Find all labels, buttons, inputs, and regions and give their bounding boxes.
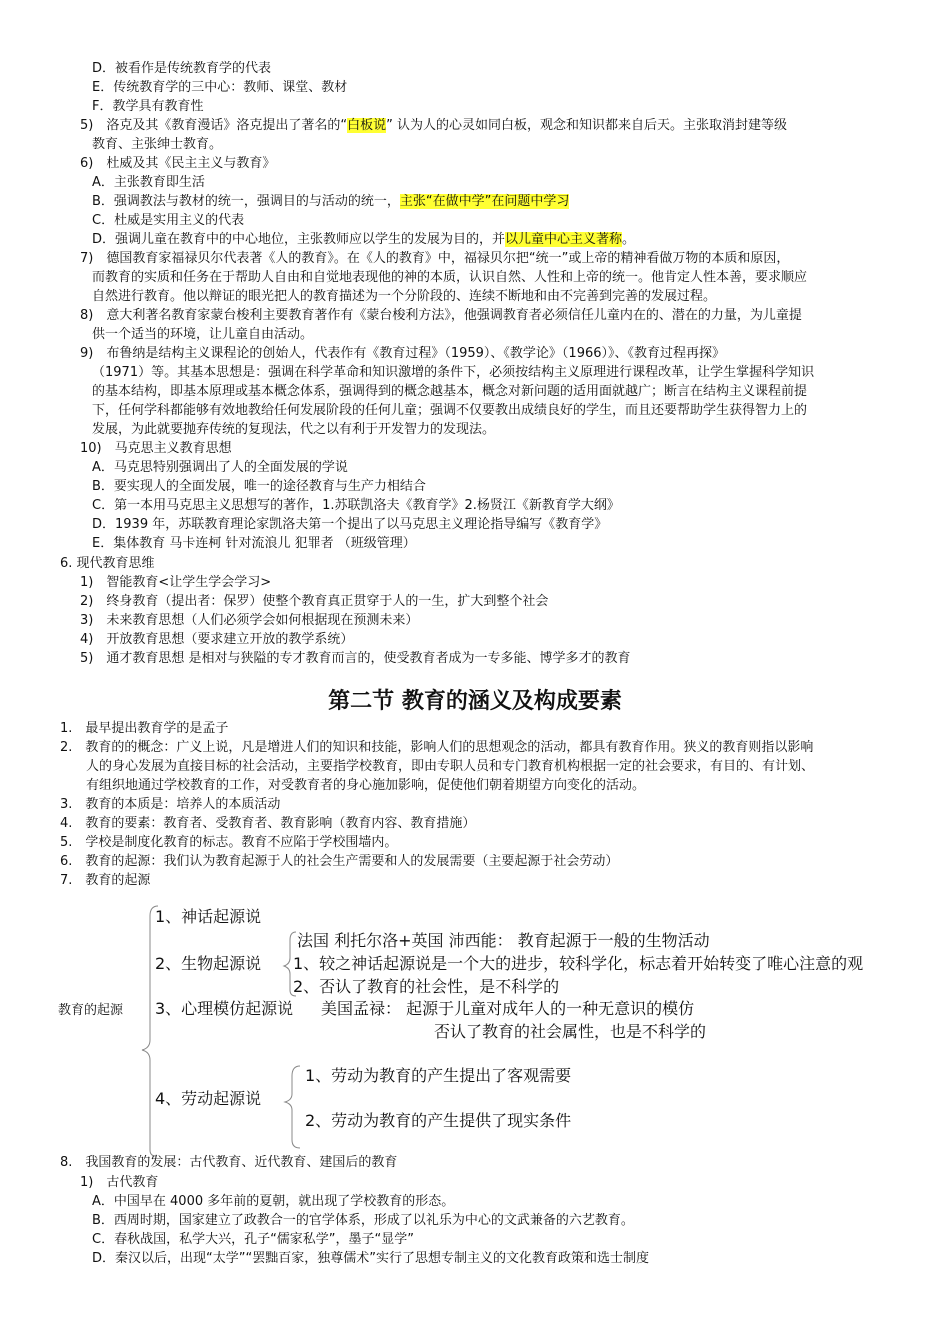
text-line: 9) 布鲁纳是结构主义课程论的创始人，代表作有《教育过程》（1959）、《教学论》（1966）》、《教育过程再探》 (80, 346, 726, 361)
text-line: 3) 未来教育思想（人们必须学会如何根据现在预测未来） (80, 613, 419, 628)
diagram-node: 1、较之神话起源说是一个大的进步，较科学化，标志着开始转变了唯心注意的观 (293, 954, 864, 973)
text-line: 5) 通才教育思想 是相对与狭隘的专才教育而言的，使受教育者成为一专多能、博学多才的教育 (80, 651, 631, 666)
text-line: E．集体教育 马卡连柯 针对流浪儿 犯罪者 （班级管理） (92, 536, 416, 551)
text-line: B．强调教法与教材的统一，强调目的与活动的统一，主张“在做中学”在问题中学习 (92, 194, 570, 209)
text-line: 10) 马克思主义教育思想 (80, 441, 232, 456)
diagram-node: 3、心理模仿起源说 (155, 999, 294, 1018)
text-line: （1971）等。其基本思想是：强调在科学革命和知识激增的条件下，必须按结构主义原理进行课程改革，让学生掌握科学知识 (92, 365, 815, 380)
text-line: A．中国早在 4000 多年前的夏朝，就出现了学校教育的形态。 (92, 1194, 455, 1209)
diagram-node: 4、劳动起源说 (155, 1089, 262, 1108)
text-line: D．秦汉以后，出现“太学”“罢黜百家，独尊儒术”实行了思想专制主义的文化教育政策和选士制度 (92, 1251, 649, 1266)
diagram-root-label: 教育的起源 (58, 1003, 124, 1018)
text-line: 1) 古代教育 (80, 1175, 159, 1190)
text-line: 4) 开放教育思想（要求建立开放的教学系统） (80, 632, 354, 647)
text-line: 6. 教育的起源：我们认为教育起源于人的社会生产需要和人的发展需要（主要起源于社会劳动） (60, 854, 619, 869)
text-line: C．春秋战国，私学大兴，孔子“儒家私学”，墨子“显学” (92, 1232, 415, 1247)
text-line: F．教学具有教育性 (92, 99, 204, 114)
text-line: 5. 学校是制度化教育的标志。教育不应陷于学校围墙内。 (60, 835, 398, 850)
text-line: 而教育的实质和任务在于帮助人自由和自觉地表现他的神的本质，认识自然、人性和上帝的统一。他肯定人性本善，要求顺应 (92, 270, 808, 285)
text-line: 7) 德国教育家福禄贝尔代表著《人的教育》。在《人的教育》中，福禄贝尔把“统一”或上帝的精神看做万物的本质和原因， (80, 251, 790, 266)
text-line: C．第一本用马克思主义思想写的著作，1.苏联凯洛夫《教育学》2.杨贤江《新教育学大纲》 (92, 498, 620, 513)
text-line: 6) 杜威及其《民主主义与教育》 (80, 156, 276, 171)
diagram-node: 1、神话起源说 (155, 907, 262, 926)
text-line: 有组织地通过学校教育的工作，对受教育者的身心施加影响，促使他们朝着期望方向变化的活动。 (86, 778, 646, 793)
diagram-node: 否认了教育的社会属性，也是不科学的 (434, 1022, 707, 1041)
text-line: 1. 最早提出教育学的是孟子 (60, 721, 229, 736)
diagram-node: 2、生物起源说 (155, 954, 262, 973)
text-line: 1) 智能教育<让学生学会学习> (80, 575, 272, 590)
text-line: 下，任何学科都能够有效地教给任何发展阶段的任何儿童；强调不仅要教出成绩良好的学生，而且还要帮助学生获得智力上的 (92, 403, 808, 418)
text-line: 供一个适当的环境，让儿童自由活动。 (92, 327, 314, 342)
text-line: D．强调儿童在教育中的中心地位，主张教师应以学生的发展为目的，并以儿童中心主义著称。 (92, 232, 636, 247)
text-line: B．要实现人的全面发展，唯一的途径教育与生产力相结合 (92, 479, 426, 494)
text-line: D．1939 年，苏联教育理论家凯洛夫第一个提出了以马克思主义理论指导编写《教育学》 (92, 517, 608, 532)
text-line: 的基本结构，即基本原理或基本概念体系，强调得到的概念越基本，概念对新问题的适用面就越广；断言在结构主义课程前提 (92, 384, 808, 399)
text-line: 5) 洛克及其《教育漫话》洛克提出了著名的“白板说” 认为人的心灵如同白板，观念和知识都来自后天。主张取消封建等级 (80, 118, 787, 133)
diagram-node: 1、劳动为教育的产生提出了客观需要 (305, 1066, 572, 1085)
diagram-node: 2、劳动为教育的产生提供了现实条件 (305, 1111, 572, 1130)
diagram-node: 2、否认了教育的社会性，是不科学的 (293, 977, 560, 996)
text-line: D．被看作是传统教育学的代表 (92, 61, 272, 76)
text-line: 6. 现代教育思维 (60, 556, 155, 571)
text-line: 8) 意大利著名教育家蒙台梭利主要教育著作有《蒙台梭利方法》，他强调教育者必须信任儿童内在的、潜在的力量，为儿童提 (80, 308, 802, 323)
text-line: 4. 教育的要素：教育者、受教育者、教育影响（教育内容、教育措施） (60, 816, 476, 831)
diagram-node: 法国 利托尔洛+英国 沛西能： 教育起源于一般的生物活动 (297, 931, 710, 950)
text-line: E．传统教育学的三中心：教师、课堂、教材 (92, 80, 348, 95)
highlighted-text: 主张“在做中学”在问题中学习 (399, 194, 570, 209)
text-line: 2. 教育的的概念：广义上说，凡是增进人们的知识和技能，影响人们的思想观念的活动，都具有教育作用。狭义的教育则指以影响 (60, 740, 814, 755)
text-line: 8. 我国教育的发展：古代教育、近代教育、建国后的教育 (60, 1155, 398, 1170)
text-line: C．杜威是实用主义的代表 (92, 213, 245, 228)
text-line: 自然进行教育。他以辩证的眼光把人的教育描述为一个分阶段的、连续不断地和由不完善到完善的发展过程。 (92, 289, 717, 304)
highlighted-text: 白板说 (347, 118, 387, 133)
text-line: A．马克思特别强调出了人的全面发展的学说 (92, 460, 348, 475)
text-line: 人的身心发展为直接目标的社会活动，主要指学校教育，即由专职人员和专门教育机构根据一定的社会要求，有目的、有计划、 (86, 759, 815, 774)
text-line: 2) 终身教育（提出者：保罗）使整个教育真正贯穿于人的一生，扩大到整个社会 (80, 594, 549, 609)
text-line: 教育、主张绅士教育。 (92, 137, 223, 152)
text-line: 7. 教育的起源 (60, 873, 151, 888)
text-line: A．主张教育即生活 (92, 175, 205, 190)
diagram-node: 美国孟禄： 起源于儿童对成年人的一种无意识的模仿 (321, 999, 695, 1018)
text-line: B．西周时期，国家建立了政教合一的官学体系，形成了以礼乐为中心的文武兼备的六艺教育。 (92, 1213, 634, 1228)
section-title: 第二节 教育的涵义及构成要素 (328, 688, 622, 714)
highlighted-text: 以儿童中心主义著称 (505, 232, 623, 247)
text-line: 3. 教育的本质是：培养人的本质活动 (60, 797, 281, 812)
text-line: 发展，为此就要抛弃传统的复现法，代之以有利于开发智力的发现法。 (92, 422, 496, 437)
